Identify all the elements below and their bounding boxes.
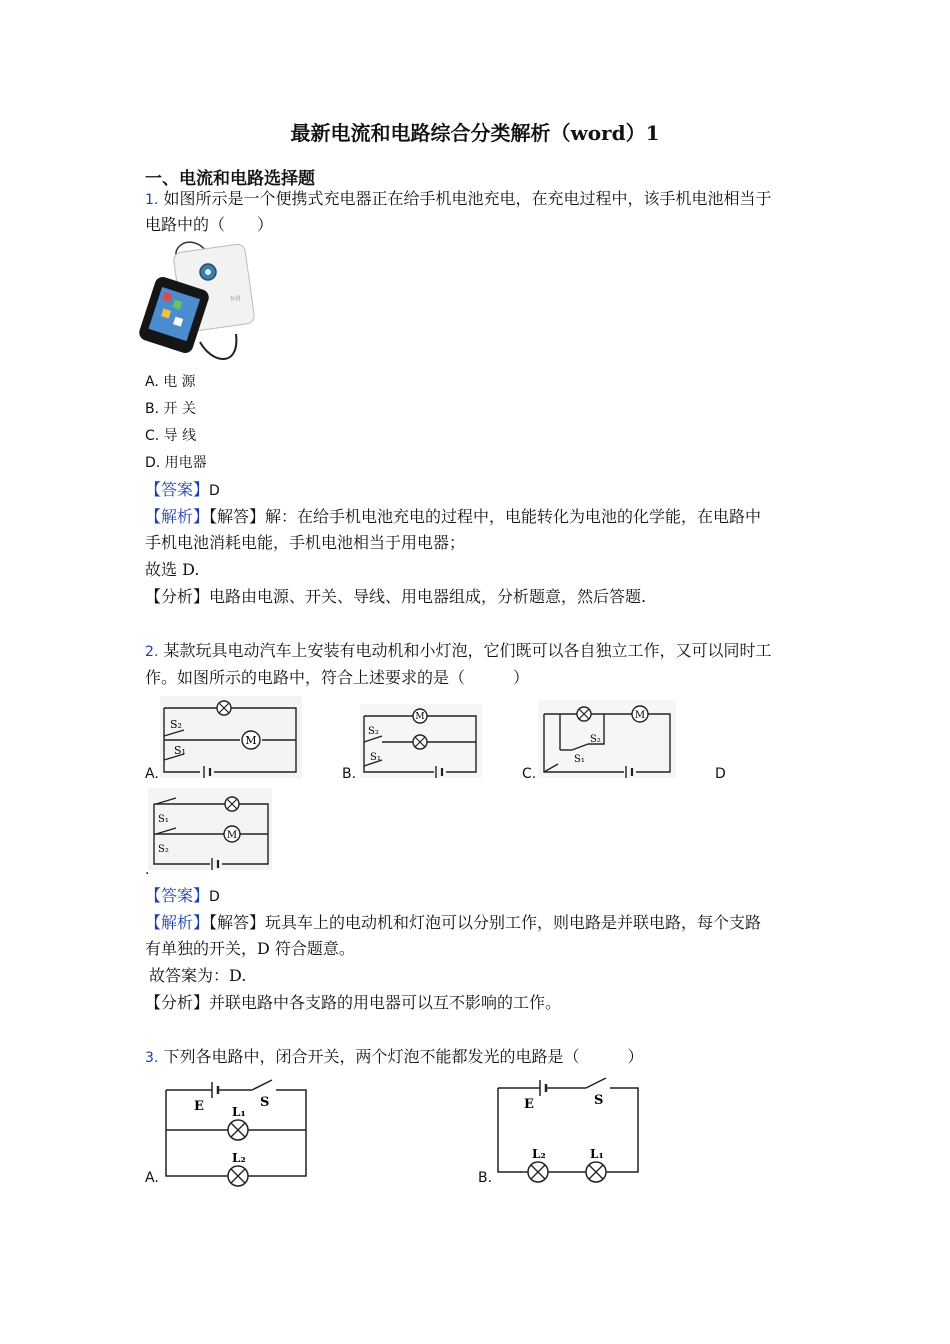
e-label: E	[194, 1099, 204, 1114]
q2-analysis-line-1	[145, 910, 761, 936]
q3-option-b: B.	[478, 1170, 493, 1186]
q2-option-b: B.	[342, 766, 357, 782]
e-label: E	[524, 1097, 534, 1112]
q1-analysis-text-1: 【解答】解：在给手机电池充电的过程中，电能转化为电池的化学能，在电路中	[209, 507, 762, 526]
l2-label: L₂	[232, 1151, 246, 1165]
q3-circuit-a	[160, 1078, 310, 1186]
q1-fenxi: 【分析】电路由电源、开关、导线、用电器组成，分析题意，然后答题.	[145, 587, 647, 606]
q2-answer-value: D	[209, 889, 220, 905]
s1-label: S₁	[174, 744, 186, 757]
s2-label: S₂	[158, 844, 169, 855]
q2-option-d: D	[715, 766, 726, 782]
q1-analysis-line-1	[145, 504, 761, 530]
l2-label: L₂	[532, 1147, 546, 1161]
motor-label: M	[415, 712, 425, 722]
q1-option-c: C. 导 线	[145, 428, 197, 444]
s2-label: S₂	[590, 734, 601, 745]
question-1-text-2: 电路中的（ ）	[145, 215, 274, 234]
section-heading: 一、电流和电路选择题	[145, 169, 315, 189]
q2-circuit-c	[538, 700, 676, 778]
q2-answer	[145, 883, 220, 910]
question-3-line	[145, 1044, 643, 1071]
q2-analysis-text-1: 【解答】玩具车上的电动机和灯泡可以分别工作，则电路是并联电路，每个支路	[209, 913, 762, 932]
q1-analysis-tag: 【解析】	[145, 507, 210, 526]
q1-conclusion: 故选 D.	[145, 560, 200, 579]
q2-option-d-dot: .	[145, 862, 150, 878]
page-title: 最新电流和电路综合分类解析（word）1	[290, 121, 660, 145]
q2-option-a: A.	[145, 766, 159, 782]
charger-phone-image	[140, 238, 260, 370]
q1-analysis-line-2: 手机电池消耗电能，手机电池相当于用电器；	[145, 533, 466, 552]
l1-label: L₁	[590, 1147, 604, 1161]
q3-circuit-b	[494, 1076, 644, 1186]
s2-label: S₂	[368, 726, 379, 737]
s1-label: S₁	[574, 754, 585, 765]
motor-label: M	[634, 710, 646, 721]
question-3-number: 3.	[145, 1050, 159, 1066]
q2-circuit-a	[160, 696, 302, 778]
question-3-text: 下列各电路中，闭合开关，两个灯泡不能都发光的电路是（ ）	[163, 1047, 644, 1066]
q1-answer-tag: 【答案】	[145, 480, 210, 499]
question-1-text-1: 如图所示是一个便携式充电器正在给手机电池充电，在充电过程中，该手机电池相当于	[163, 189, 772, 208]
s-label: S	[594, 1093, 604, 1108]
q1-option-a: A. 电 源	[145, 374, 196, 390]
charger-brand-mark: 公司	[230, 296, 241, 302]
motor-label: M	[245, 734, 257, 747]
q1-option-b: B. 开 关	[145, 401, 196, 417]
q2-analysis-line-2: 有单独的开关，D 符合题意。	[145, 939, 355, 958]
s2-label: S₂	[170, 718, 182, 731]
q3-option-a: A.	[145, 1170, 159, 1186]
q2-fenxi: 【分析】并联电路中各支路的用电器可以互不影响的工作。	[145, 993, 562, 1012]
s1-label: S₁	[158, 814, 169, 825]
q1-answer-value: D	[209, 483, 220, 499]
question-2-line-1	[145, 638, 771, 665]
question-2-text-1: 某款玩具电动汽车上安装有电动机和小灯泡，它们既可以各自独立工作，又可以同时工	[163, 641, 772, 660]
s-label: S	[260, 1095, 270, 1110]
question-1-number: 1.	[145, 192, 159, 208]
q2-circuit-b	[360, 704, 482, 778]
q1-answer	[145, 477, 220, 504]
q2-analysis-tag: 【解析】	[145, 913, 210, 932]
q2-answer-tag: 【答案】	[145, 886, 210, 905]
q2-circuit-d	[148, 788, 272, 870]
q2-conclusion: 故答案为：D.	[149, 966, 247, 985]
l1-label: L₁	[232, 1105, 246, 1119]
s1-label: S₁	[370, 752, 381, 763]
question-2-text-2: 作。如图所示的电路中，符合上述要求的是（ ）	[145, 668, 530, 687]
q1-option-d: D. 用电器	[145, 455, 207, 471]
q2-option-c: C.	[522, 766, 537, 782]
question-1-line-1	[145, 186, 771, 213]
motor-label: M	[226, 830, 238, 841]
question-2-number: 2.	[145, 644, 159, 660]
